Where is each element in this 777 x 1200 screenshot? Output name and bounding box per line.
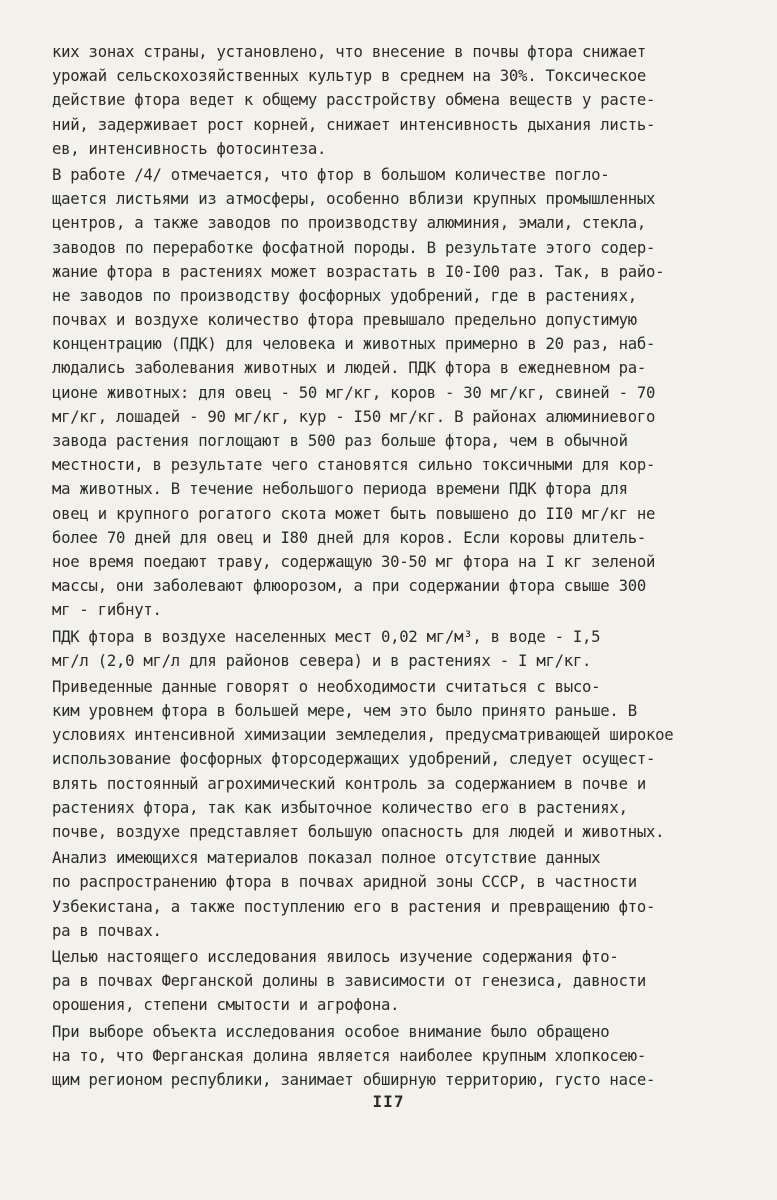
- text-line: жание фтора в растениях может возрастать в I0-I00 раз. Так, в райо-: [52, 262, 665, 281]
- text-line: ра в почвах.: [52, 921, 162, 940]
- text-line: центров, а также заводов по производству алюминия, эмали, стекла,: [52, 214, 646, 233]
- text-line: В работе /4/ отмечается, что фтор в большом количестве погло-: [52, 165, 610, 184]
- text-line: урожай сельскохозяйственных культур в среднем на 30%. Токсическое: [52, 67, 646, 86]
- text-line: мг/л (2,0 мг/л для районов севера) и в растениях - I мг/кг.: [52, 651, 592, 670]
- text-line: людались заболевания животных и людей. ПДК фтора в ежедневном ра-: [52, 359, 646, 378]
- text-line: ра в почвах Ферганской долины в зависимости от генезиса, давности: [52, 972, 646, 991]
- text-line: Узбекистана, а также поступлению его в растения и превращению фто-: [52, 897, 656, 916]
- text-line: ний, задерживает рост корней, снижает интенсивность дыхания листь-: [52, 115, 656, 134]
- text-line: ев, интенсивность фотосинтеза.: [52, 139, 327, 158]
- text-line: щается листьями из атмосферы, особенно вблизи крупных промышленных: [52, 190, 656, 209]
- text-line: овец и крупного рогатого скота может быть повышено до II0 мг/кг не: [52, 504, 656, 523]
- body-text: [52, 40, 742, 1092]
- text-line: концентрацию (ПДК) для человека и животных примерно в 20 раз, наб-: [52, 335, 656, 354]
- text-line: Приведенные данные говорят о необходимости считаться с высо-: [52, 677, 601, 696]
- text-line: щим регионом республики, занимает обширную территорию, густо насе-: [52, 1070, 656, 1089]
- text-line: ким уровнем фтора в большей мере, чем это было принято раньше. В: [52, 702, 637, 721]
- text-line: заводов по переработке фосфатной породы. В результате этого содер-: [52, 238, 656, 257]
- text-line: орошения, степени смытости и агрофона.: [52, 996, 400, 1015]
- text-line: ких зонах страны, установлено, что внесение в почвы фтора снижает: [52, 43, 646, 61]
- text-line: использование фосфорных фторсодержащих удобрений, следует осущест-: [52, 750, 656, 769]
- text-line: растениях фтора, так как избыточное количество его в растениях,: [52, 798, 628, 817]
- text-line: почве, воздухе представляет большую опасность для людей и животных.: [52, 823, 665, 841]
- text-line: массы, они заболевают флюорозом, а при содержании фтора свыше 300: [52, 577, 646, 596]
- text-line: на то, что Ферганская долина является наиболее крупным хлопкосею-: [52, 1046, 646, 1065]
- text-line: мг - гибнут.: [52, 601, 162, 620]
- text-line: При выборе объекта исследования особое внимание было обращено: [52, 1022, 610, 1041]
- text-line: влять постоянный агрохимический контроль за содержанием в почве и: [52, 774, 646, 793]
- text-line: ное время поедают траву, содержащую 30-50 мг фтора на I кг зеленой: [52, 552, 656, 571]
- text-line: почвах и воздухе количество фтора превышало предельно допустимую: [52, 311, 637, 330]
- page-number: II7: [372, 1092, 405, 1111]
- text-line: Анализ имеющихся материалов показал полное отсутствие данных: [52, 849, 601, 868]
- text-line: ционе животных: для овец - 50 мг/кг, коров - 30 мг/кг, свиней - 70: [52, 383, 656, 402]
- text-line: местности, в результате чего становятся сильно токсичными для кор-: [52, 456, 656, 475]
- text-line: по распространению фтора в почвах аридной зоны СССР, в частности: [52, 873, 637, 892]
- text-line: ма животных. В течение небольшого периода времени ПДК фтора для: [52, 480, 628, 499]
- text-line: завода растения поглощают в 500 раз больше фтора, чем в обычной: [52, 432, 628, 450]
- text-line: условиях интенсивной химизации земледелия, предусматривающей широкое: [52, 726, 674, 745]
- text-line: ПДК фтора в воздухе населенных мест 0,02 мг/м³, в воде - I,5: [52, 627, 601, 646]
- text-line: действие фтора ведет к общему расстройству обмена веществ у расте-: [52, 91, 656, 110]
- text-line: не заводов по производству фосфорных удобрений, где в растениях,: [52, 286, 637, 305]
- text-line: более 70 дней для овец и I80 дней для коров. Если коровы длитель-: [52, 528, 646, 547]
- text-line: мг/кг, лошадей - 90 мг/кг, кур - I50 мг/кг. В районах алюминиевого: [52, 407, 656, 426]
- text-line: Целью настоящего исследования явилось изучение содержания фто-: [52, 947, 619, 966]
